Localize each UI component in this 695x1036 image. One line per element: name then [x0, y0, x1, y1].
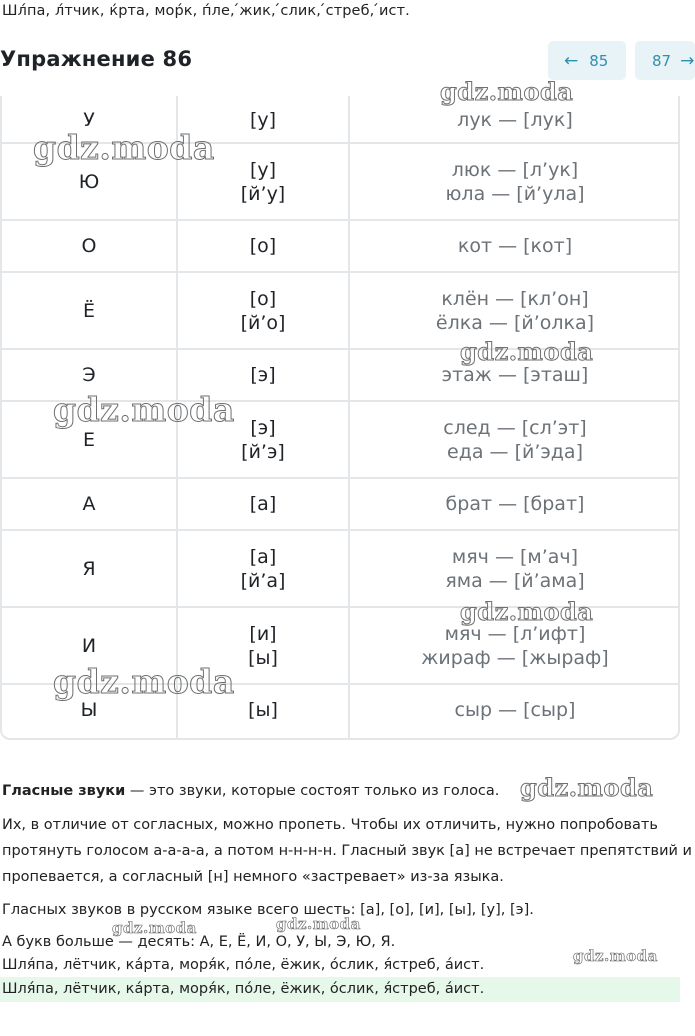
watermark: gdz.moda — [520, 773, 654, 802]
sound-cell — [178, 272, 348, 349]
table-row — [2, 684, 678, 736]
watermark: gdz.moda — [53, 662, 235, 701]
example-cell-text: брат — [брат] — [445, 493, 585, 515]
sound-cell-text: [о] — [249, 287, 277, 310]
letter-cell-text: Е — [82, 428, 95, 451]
example-cell-text: этаж — [эташ] — [441, 364, 589, 386]
letter-cell-text: Я — [82, 557, 96, 580]
example-cell — [350, 607, 680, 684]
example-cell-text: люк — [л’ук] — [451, 158, 579, 181]
sound-cell-text: [й’о] — [240, 311, 286, 334]
example-cell — [350, 401, 680, 478]
example-cell — [350, 220, 680, 272]
watermark: gdz.moda — [573, 947, 658, 965]
example-cell — [350, 684, 680, 736]
letter-cell-text: Ё — [82, 299, 95, 322]
table-row — [2, 143, 678, 220]
letter-cell-text: О — [81, 235, 97, 257]
letter-cell — [2, 530, 176, 607]
watermark: gdz.moda — [33, 128, 215, 167]
vowels-table — [0, 96, 680, 740]
vowel-letters-line: А букв больше — десять: А, Е, Ё, И, О, У, Ы, Э, Ю, Я. — [2, 934, 396, 950]
table-row — [2, 349, 678, 401]
letter-cell-text: Ю — [78, 170, 100, 193]
example-cell-text: лук — [лук] — [457, 108, 573, 131]
letter-cell-text: Э — [82, 364, 96, 386]
explanation-line-1: Их, в отличие от согласных, можно пропеть. Чтобы их отличить, нужно попробовать — [2, 817, 658, 833]
sound-cell — [178, 607, 348, 684]
letter-cell — [2, 478, 176, 530]
sound-cell-text: [э] — [250, 416, 276, 439]
example-cell — [350, 272, 680, 349]
letter-cell — [2, 607, 176, 684]
letter-cell — [2, 349, 176, 401]
sound-cell-text: [э] — [250, 364, 276, 386]
table-row — [2, 401, 678, 478]
sound-cell — [178, 684, 348, 736]
letter-cell-text: И — [81, 634, 97, 657]
table-row — [2, 607, 678, 684]
watermark: gdz.moda — [276, 915, 361, 933]
prev-exercise-label: 85 — [589, 51, 609, 70]
sound-cell-text: [у] — [249, 108, 277, 131]
definition-paragraph — [2, 783, 499, 799]
sound-cell-text: [у] — [249, 158, 277, 181]
table-row — [2, 96, 678, 143]
example-cell — [350, 349, 680, 401]
sound-cell — [178, 143, 348, 220]
watermark: gdz.moda — [112, 919, 197, 937]
answer-line-highlighted: Шля́па, лётчик, ка́рта, моря́к, по́ле, ёжик, о́слик, я́стреб, а́ист. — [2, 981, 485, 997]
sound-cell — [178, 349, 348, 401]
example-cell-text: след — [сл’эт] — [443, 416, 587, 439]
sound-cell-text: [й’э] — [241, 440, 285, 463]
vowel-sounds-line: Гласных звуков в русском языке всего шесть: [а], [о], [и], [ы], [у], [э]. — [2, 902, 534, 918]
watermark: gdz.moda — [53, 390, 235, 429]
sound-cell — [178, 401, 348, 478]
arrow-left-icon: ← — [564, 50, 579, 71]
next-exercise-label: 87 — [652, 51, 672, 70]
sound-cell-text: [й’у] — [240, 182, 286, 205]
table-row — [2, 530, 678, 607]
example-cell-text: клён — [кл’он] — [441, 287, 589, 310]
sound-cell-text: [о] — [249, 235, 277, 257]
example-cell-text: юла — [й’ула] — [445, 182, 585, 205]
sound-cell-text: [а] — [249, 545, 277, 568]
letter-cell-text: У — [83, 108, 95, 131]
watermark: gdz.moda — [460, 337, 594, 366]
table-row — [2, 220, 678, 272]
example-cell-text: сыр — [сыр] — [454, 699, 576, 721]
table-row — [2, 478, 678, 530]
letter-cell-text: Ы — [80, 699, 98, 721]
sound-cell-text: [и] — [249, 622, 277, 645]
watermark: gdz.moda — [460, 597, 594, 626]
example-cell-text: ёлка — [й’олка] — [435, 311, 595, 334]
letter-cell — [2, 684, 176, 736]
letter-cell — [2, 220, 176, 272]
example-cell — [350, 143, 680, 220]
sound-cell — [178, 478, 348, 530]
previous-answer-line: Шл́па, л́тчик, ќрта, мор́к, п́ле, ́жик, ́слик, ́стреб, ́ист. — [2, 3, 410, 19]
definition-text: — это звуки, которые состоят только из голоса. — [125, 783, 500, 799]
sound-cell — [178, 530, 348, 607]
answer-line: Шля́па, лётчик, ка́рта, моря́к, по́ле, ёжик, о́слик, я́стреб, а́ист. — [2, 957, 485, 973]
table-row — [2, 272, 678, 349]
example-cell-text: мяч — [м’ач] — [451, 545, 579, 568]
example-cell — [350, 478, 680, 530]
example-cell — [350, 96, 680, 143]
example-cell — [350, 530, 680, 607]
example-cell-text: мяч — [л’ифт] — [444, 622, 586, 645]
explanation-line-3: пропевается, а согласный [н] немного «застревает» из-за языка. — [2, 869, 504, 885]
sound-cell-text: [а] — [249, 493, 277, 515]
arrow-right-icon: → — [680, 50, 695, 71]
explanation-line-2: протянуть голосом а-а-а-а, а потом н-н-н-н. Гласный звук [а] не встречает препятствий и — [2, 843, 692, 859]
page-title: Упражнение 86 — [0, 47, 193, 71]
example-cell-text: еда — [й’эда] — [447, 440, 583, 463]
example-cell-text: яма — [й’ама] — [445, 569, 585, 592]
definition-term: Гласные звуки — [2, 783, 126, 799]
sound-cell-text: [й’а] — [240, 569, 286, 592]
next-exercise-button[interactable] — [635, 41, 695, 80]
letter-cell-text: А — [82, 493, 96, 515]
sound-cell-text: [ы] — [248, 646, 278, 669]
example-cell-text: жираф — [жыраф] — [421, 646, 609, 669]
watermark: gdz.moda — [440, 77, 574, 106]
letter-cell — [2, 96, 176, 143]
sound-cell-text: [ы] — [248, 699, 278, 721]
letter-cell — [2, 272, 176, 349]
prev-exercise-button[interactable] — [548, 41, 626, 80]
sound-cell — [178, 220, 348, 272]
letter-cell — [2, 143, 176, 220]
example-cell-text: кот — [кот] — [457, 235, 573, 257]
sound-cell — [178, 96, 348, 143]
letter-cell — [2, 401, 176, 478]
